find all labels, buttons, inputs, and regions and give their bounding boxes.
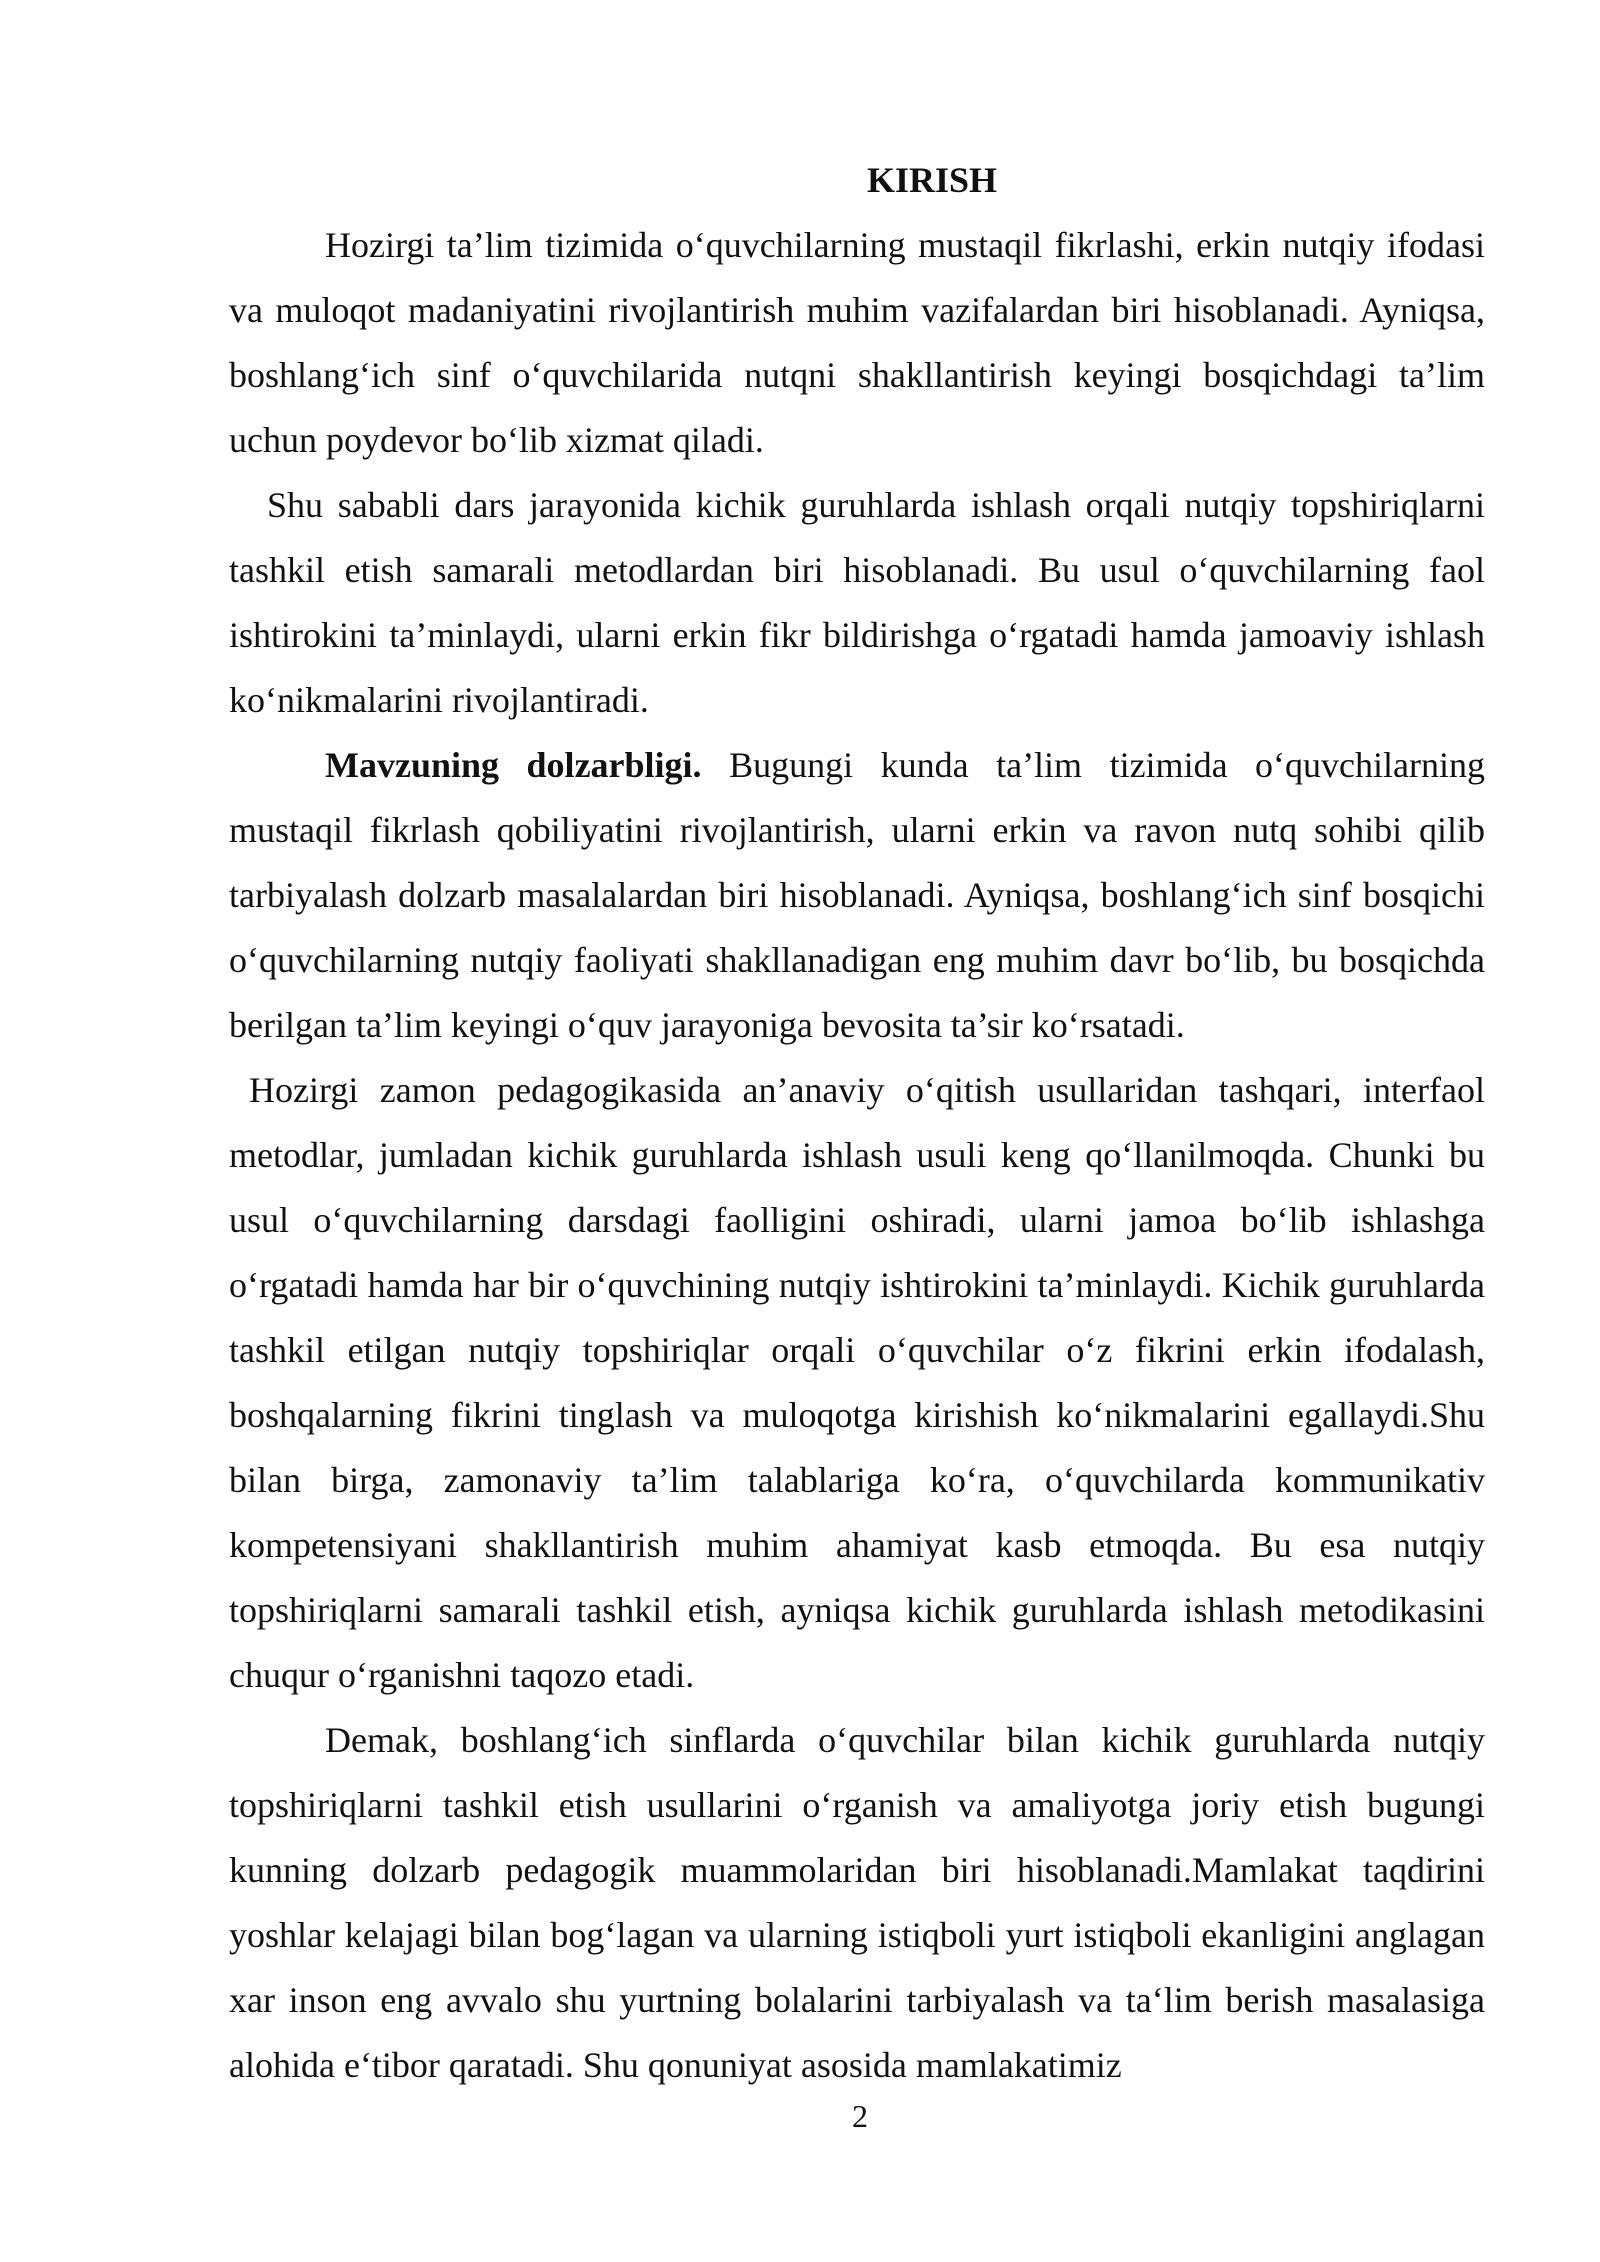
page-number: 2	[852, 2098, 868, 2134]
paragraph-2	[229, 473, 1485, 733]
body-text	[229, 148, 1485, 2098]
paragraph-2-text: Shu sababli dars jarayonida kichik guruhlarda ishlash orqali nutqiy topshiriqlarni tashkil etish samarali metodlardan biri hisoblanadi. Bu usul o‘quvchilarning faol ishtirokini ta’minlaydi, ularni erkin fikr bildirishga o‘rgatadi hamda jamoaviy ishlash ko‘nikmalarini rivojlantiradi.	[229, 485, 1485, 720]
paragraph-3-text: Bugungi kunda ta’lim tizimida o‘quvchilarning mustaqil fikrlash qobiliyatini rivojlantirish, ularni erkin va ravon nutq sohibi qilib tarbiyalash dolzarb masalalardan biri hisoblanadi. Ayniqsa, boshlang‘ich sinf bosqichi o‘quvchilarning nutqiy faoliyati shakllanadigan eng muhim davr bo‘lib, bu bosqichda berilgan ta’lim keyingi o‘quv jarayoniga bevosita ta’sir ko‘rsatadi.	[229, 745, 1485, 1045]
paragraph-5-text: Demak, boshlang‘ich sinflarda o‘quvchilar bilan kichik guruhlarda nutqiy topshiriqlarni tashkil etish usullarini o‘rganish va amaliyotga joriy etish bugungi kunning dolzarb pedagogik muammolaridan biri hisoblanadi.Mamlakat taqdirini yoshlar kelajagi bilan bog‘lagan va ularning istiqboli yurt istiqboli ekanligini anglagan xar inson eng avvalo shu yurtning bolalarini tarbiyalash va ta‘lim berish masalasiga alohida e‘tibor qaratadi. Shu qonuniyat asosida mamlakatimiz	[229, 1720, 1485, 2085]
relevance-heading: Mavzuning dolzarbligi.	[325, 745, 702, 785]
paragraph-3	[229, 733, 1485, 1058]
paragraph-4-text: Hozirgi zamon pedagogikasida an’anaviy o‘qitish usullaridan tashqari, interfaol metodlar, jumladan kichik guruhlarda ishlash usuli keng qo‘llanilmoqda. Chunki bu usul o‘quvchilarning darsdagi faolligini oshiradi, ularni jamoa bo‘lib ishlashga o‘rgatadi hamda har bir o‘quvchining nutqiy ishtirokini ta’minlaydi. Kichik guruhlarda tashkil etilgan nutqiy topshiriqlar orqali o‘quvchilar o‘z fikrini erkin ifodalash, boshqalarning fikrini tinglash va muloqotga kirishish ko‘nikmalarini egallaydi.Shu bilan birga, zamonaviy ta’lim talablariga ko‘ra, o‘quvchilarda kommunikativ kompetensiyani shakllantirish muhim ahamiyat kasb etmoqda. Bu esa nutqiy topshiriqlarni samarali tashkil etish, ayniqsa kichik guruhlarda ishlash metodikasini chuqur o‘rganishni taqozo etadi.	[229, 1070, 1485, 1695]
section-title: KIRISH	[866, 160, 998, 200]
paragraph-1-text: Hozirgi ta’lim tizimida o‘quvchilarning mustaqil fikrlashi, erkin nutqiy ifodasi va muloqot madaniyatini rivojlantirish muhim vazifalardan biri hisoblanadi. Ayniqsa, boshlang‘ich sinf o‘quvchilarida nutqni shakllantirish keyingi bosqichdagi ta’lim uchun poydevor bo‘lib xizmat qiladi.	[229, 225, 1485, 460]
paragraph-4	[229, 1058, 1485, 1708]
paragraph-1	[229, 213, 1485, 473]
paragraph-5	[229, 1708, 1485, 2098]
